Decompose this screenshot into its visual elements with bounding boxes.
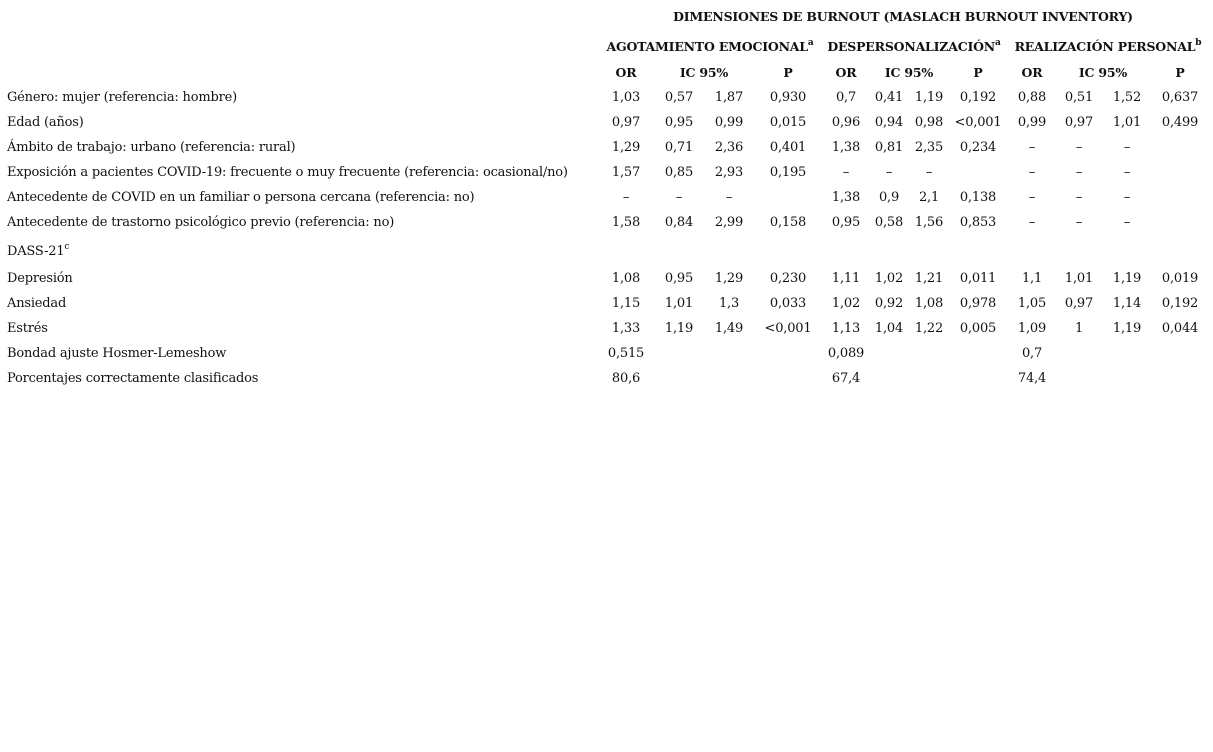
table-cell: 1,11	[831, 271, 861, 286]
table-cell: 0,7	[1021, 346, 1043, 361]
table-cell: –	[1123, 190, 1131, 205]
group-header-realizacion: REALIZACIÓN PERSONAL$^b$	[1014, 38, 1202, 54]
table-cell: 0,9	[878, 190, 900, 205]
subheader-ic95: IC 95%	[884, 65, 934, 80]
table-cell: <0,001	[764, 321, 812, 336]
table-cell: 1,15	[611, 296, 641, 311]
table-cell: 1,02	[831, 296, 861, 311]
table-cell: 1,19	[1112, 271, 1142, 286]
table-cell: 1,29	[714, 271, 744, 286]
table-cell: 0,138	[959, 190, 997, 205]
table-cell: 0,85	[664, 165, 694, 180]
group-header-despersonalizacion: DESPERSONALIZACIÓN$^a$	[827, 38, 1001, 54]
table-cell: 0,84	[664, 215, 694, 230]
table-cell: 2,1	[918, 190, 940, 205]
table-cell: –	[1123, 140, 1131, 155]
table-cell: 0,637	[1161, 90, 1199, 105]
table-cell: 0,97	[1064, 296, 1094, 311]
table-cell: 0,97	[611, 115, 641, 130]
table-cell: –	[1075, 215, 1083, 230]
table-cell: 1,01	[1112, 115, 1142, 130]
table-cell: 1,57	[611, 165, 641, 180]
table-cell: 67,4	[831, 371, 861, 386]
table-cell: 80,6	[611, 371, 641, 386]
row-label: Ámbito de trabajo: urbano (referencia: rural)	[7, 140, 296, 155]
table-cell: 1,01	[664, 296, 694, 311]
row-label: Antecedente de trastorno psicológico previo (referencia: no)	[7, 215, 395, 230]
table-cell: 1,13	[831, 321, 861, 336]
subheader-or: OR	[615, 65, 637, 80]
subheader-p: P	[973, 65, 983, 80]
table-cell: 0,033	[769, 296, 807, 311]
subheader-p: P	[1175, 65, 1185, 80]
table-cell: 0,88	[1017, 90, 1047, 105]
row-label: Antecedente de COVID en un familiar o persona cercana (referencia: no)	[7, 190, 475, 205]
table-cell: –	[1028, 140, 1036, 155]
table-cell: 1,3	[718, 296, 740, 311]
table-cell: 0,011	[959, 271, 997, 286]
table-cell: 0,94	[874, 115, 904, 130]
table-cell: –	[1028, 215, 1036, 230]
table-cell: 74,4	[1017, 371, 1047, 386]
table-cell: 1,19	[1112, 321, 1142, 336]
table-cell: –	[675, 190, 683, 205]
table-cell: 1,14	[1112, 296, 1142, 311]
table-cell: –	[1028, 165, 1036, 180]
table-cell: 0,499	[1161, 115, 1199, 130]
row-label: Ansiedad	[7, 296, 67, 311]
subheader-or: OR	[835, 65, 857, 80]
subheader-ic95: IC 95%	[1078, 65, 1128, 80]
row-label: Exposición a pacientes COVID-19: frecuente o muy frecuente (referencia: ocasional/no)	[7, 165, 568, 180]
subheader-ic95: IC 95%	[679, 65, 729, 80]
table-cell: –	[1123, 215, 1131, 230]
table-cell: 0,99	[714, 115, 744, 130]
table-cell: 0,7	[835, 90, 857, 105]
table-cell: 0,230	[769, 271, 807, 286]
table-cell: <0,001	[954, 115, 1002, 130]
row-label: Bondad ajuste Hosmer-Lemeshow	[7, 346, 227, 361]
table-cell: 1,38	[831, 140, 861, 155]
table-cell: 2,36	[714, 140, 744, 155]
table-cell: 1,22	[914, 321, 944, 336]
table-cell: 0,930	[769, 90, 807, 105]
table-cell: 0,044	[1161, 321, 1199, 336]
table-cell: 1,19	[914, 90, 944, 105]
table-cell: 1,08	[611, 271, 641, 286]
group-header-agotamiento: AGOTAMIENTO EMOCIONAL$^a$	[606, 38, 814, 54]
table-cell: –	[1075, 140, 1083, 155]
table-cell: 0,853	[959, 215, 997, 230]
table-cell: 1,38	[831, 190, 861, 205]
table-cell: 1,03	[611, 90, 641, 105]
table-cell: 1,49	[714, 321, 744, 336]
table-cell: –	[885, 165, 893, 180]
table-cell: 0,95	[664, 271, 694, 286]
table-cell: 2,99	[714, 215, 744, 230]
table-cell: 2,35	[914, 140, 944, 155]
table-cell: 0,99	[1017, 115, 1047, 130]
table-cell: 2,93	[714, 165, 744, 180]
table-cell: 0,192	[959, 90, 997, 105]
table-cell: 0,089	[827, 346, 865, 361]
table-cell: 1,33	[611, 321, 641, 336]
table-cell: 0,51	[1064, 90, 1094, 105]
section-label-dass21: DASS-21$^c$	[7, 242, 70, 259]
table-cell: 0,71	[664, 140, 694, 155]
table-cell: 0,401	[769, 140, 807, 155]
row-label: Estrés	[7, 321, 48, 336]
table-cell: 1,02	[874, 271, 904, 286]
table-cell: –	[725, 190, 733, 205]
table-cell: 1,56	[914, 215, 944, 230]
table-cell: 1,01	[1064, 271, 1094, 286]
row-label: Género: mujer (referencia: hombre)	[7, 90, 237, 105]
table-cell: 0,192	[1161, 296, 1199, 311]
subheader-or: OR	[1021, 65, 1043, 80]
table-cell: 0,95	[664, 115, 694, 130]
table-cell: 1,05	[1017, 296, 1047, 311]
table-cell: 1,58	[611, 215, 641, 230]
table-cell: –	[1075, 190, 1083, 205]
table-cell: 1,52	[1112, 90, 1142, 105]
table-cell: 0,234	[959, 140, 997, 155]
table-cell: 1,29	[611, 140, 641, 155]
table-cell: 0,57	[664, 90, 694, 105]
table-cell: –	[622, 190, 630, 205]
table-cell: 1,04	[874, 321, 904, 336]
table-cell: 0,41	[874, 90, 904, 105]
row-label: Porcentajes correctamente clasificados	[7, 371, 259, 386]
table-cell: 0,515	[607, 346, 645, 361]
table-cell: 0,005	[959, 321, 997, 336]
row-label: Depresión	[7, 271, 73, 286]
table-cell: 1,21	[914, 271, 944, 286]
table-cell: 1,87	[714, 90, 744, 105]
table-cell: 1,19	[664, 321, 694, 336]
table-cell: 0,96	[831, 115, 861, 130]
table-cell: 1,08	[914, 296, 944, 311]
table-cell: –	[1028, 190, 1036, 205]
table-cell: 0,158	[769, 215, 807, 230]
table-cell: 0,58	[874, 215, 904, 230]
table-cell: 1,09	[1017, 321, 1047, 336]
table-cell: 0,81	[874, 140, 904, 155]
table-cell: 1	[1074, 321, 1084, 336]
table-cell: 1,1	[1021, 271, 1043, 286]
table-cell: 0,978	[959, 296, 997, 311]
table-cell: 0,019	[1161, 271, 1199, 286]
table-cell: 0,97	[1064, 115, 1094, 130]
subheader-p: P	[783, 65, 793, 80]
table-title: DIMENSIONES DE BURNOUT (MASLACH BURNOUT INVENTORY)	[673, 9, 1133, 24]
table-cell: –	[842, 165, 850, 180]
table-cell: –	[1123, 165, 1131, 180]
row-label: Edad (años)	[7, 115, 84, 130]
table-cell: 0,95	[831, 215, 861, 230]
table-cell: –	[1075, 165, 1083, 180]
table-cell: 0,98	[914, 115, 944, 130]
table-cell: –	[925, 165, 933, 180]
table-cell: 0,195	[769, 165, 807, 180]
table-cell: 0,015	[769, 115, 807, 130]
table-cell: 0,92	[874, 296, 904, 311]
